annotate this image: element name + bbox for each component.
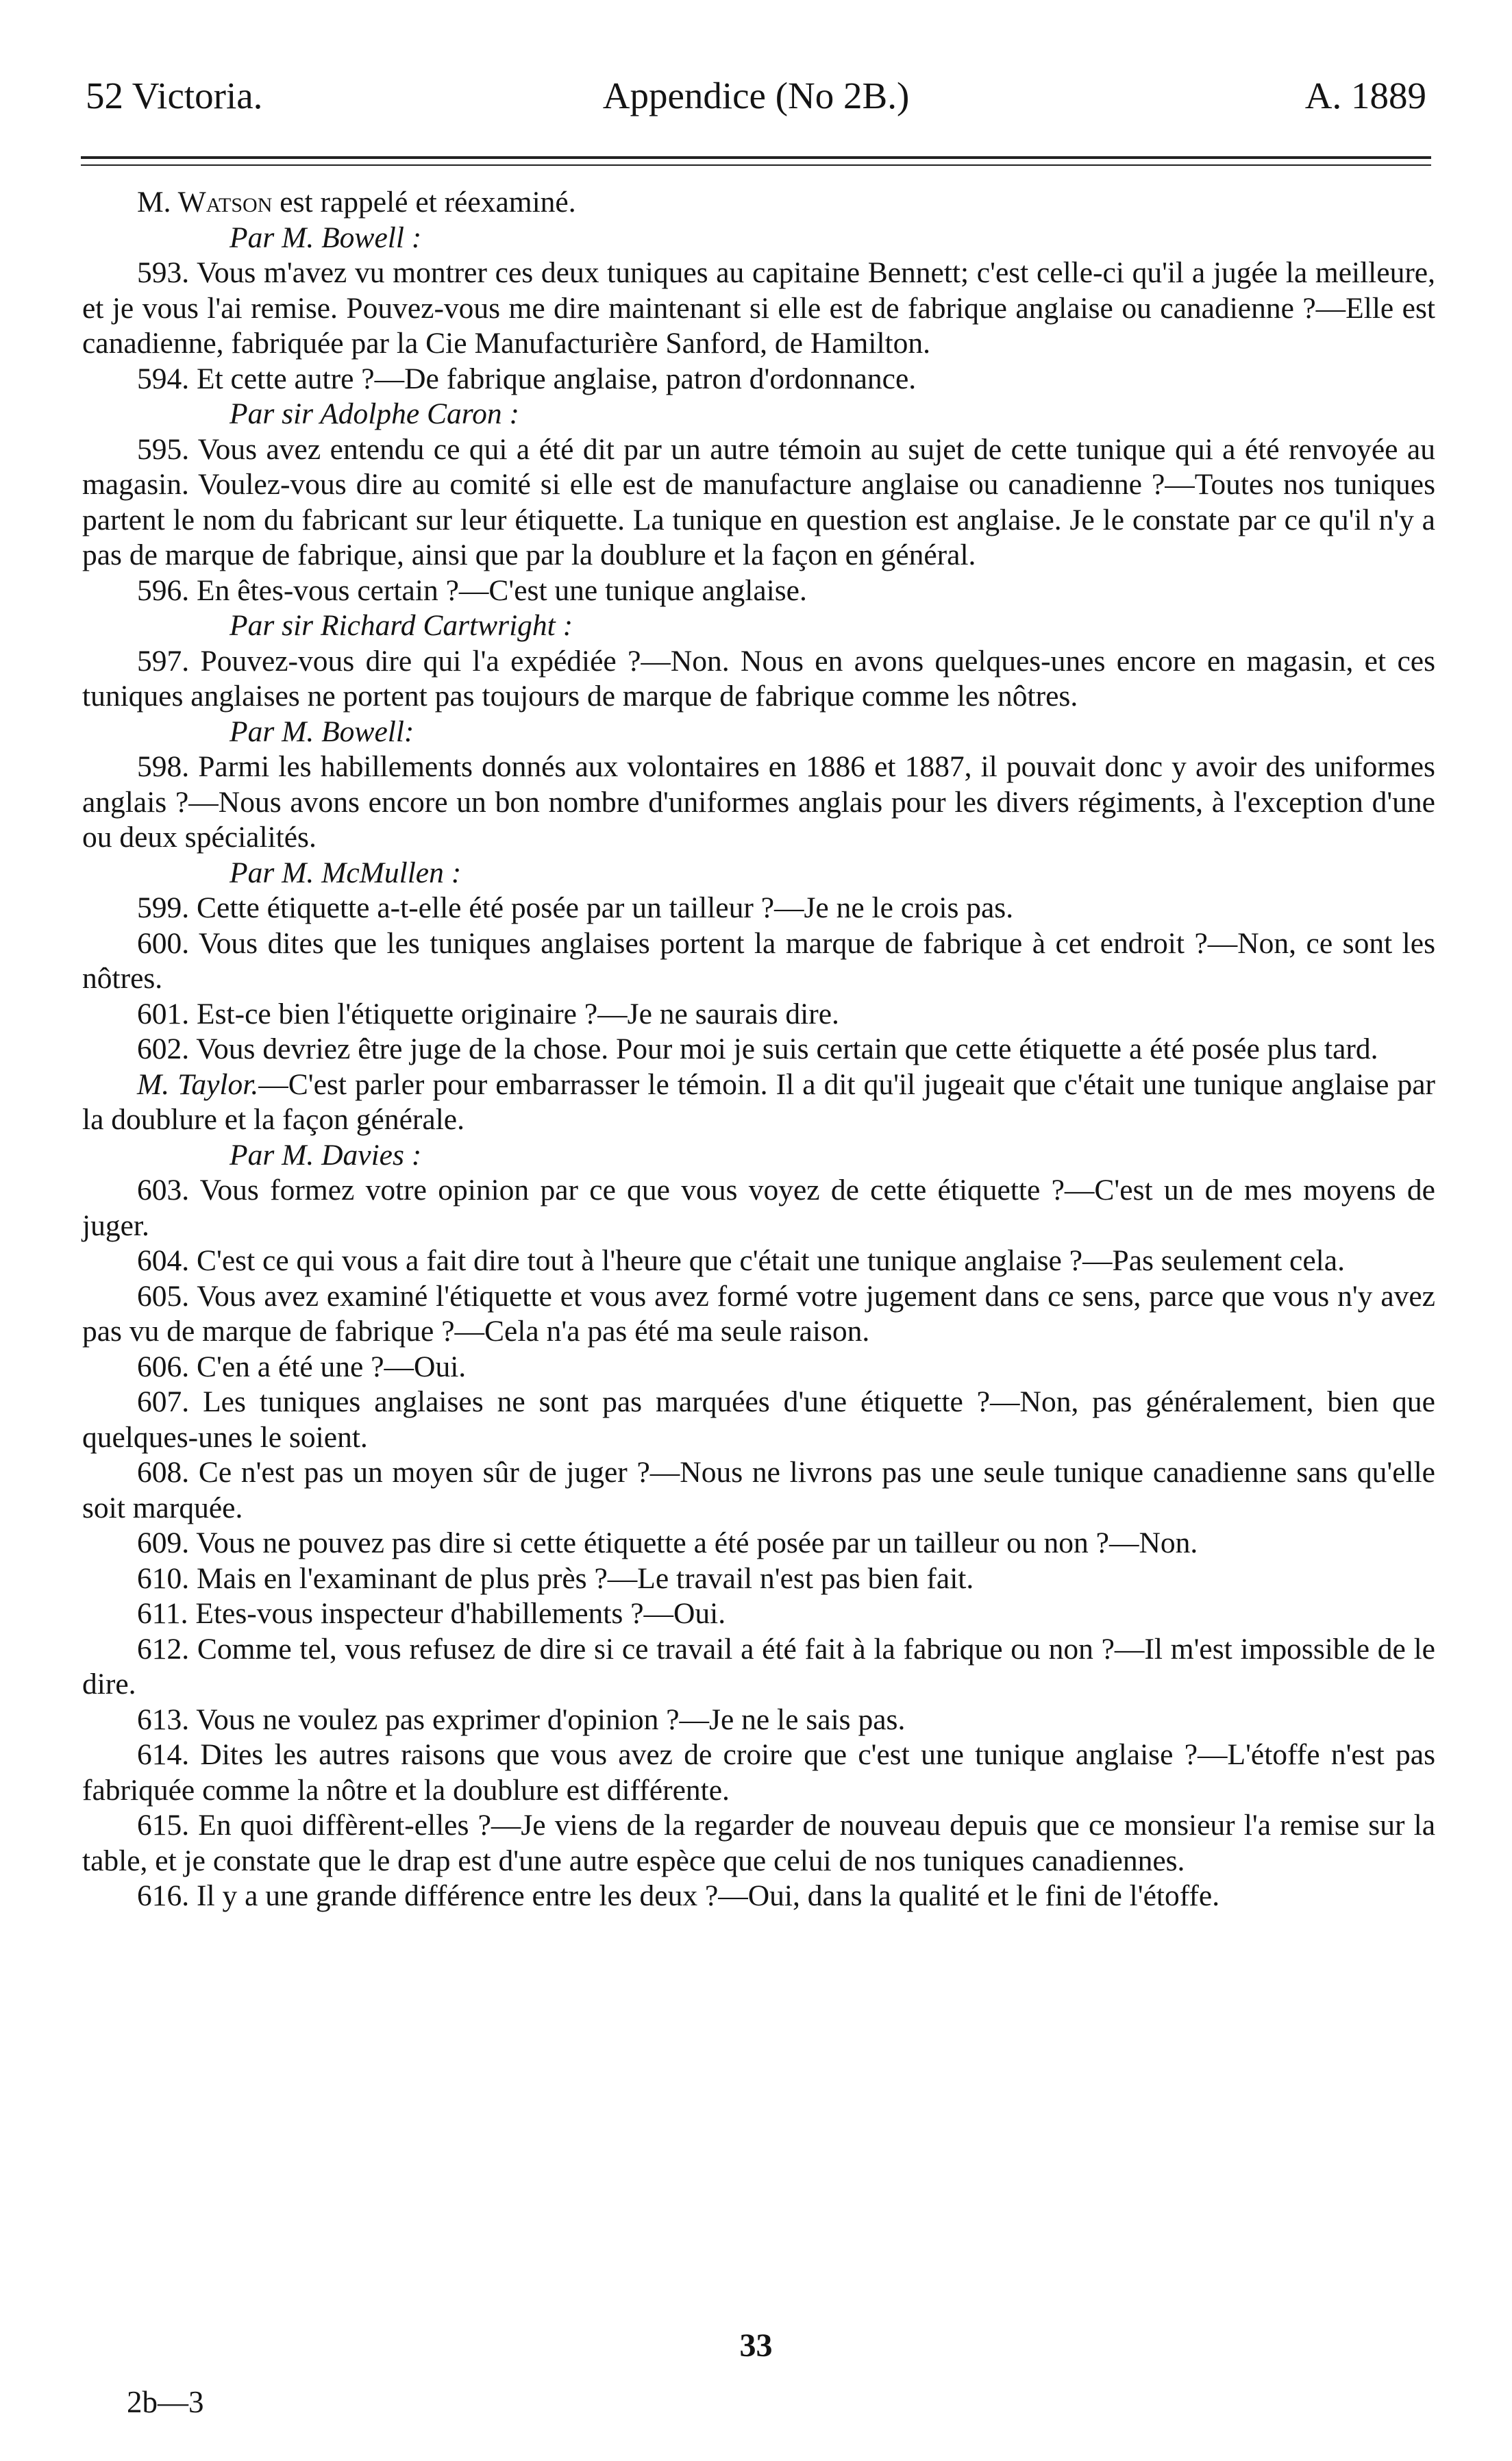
question-613: 613. Vous ne voulez pas exprimer d'opinion ?—Je ne le sais pas.	[137, 1703, 906, 1736]
question-606: 606. C'en a été une ?—Oui.	[137, 1350, 467, 1383]
header-rule-thin	[81, 164, 1431, 166]
question-600: 600. Vous dites que les tuniques anglaises portent la marque de fabrique à cet endroit ?—Non, ce sont les nôtres.	[82, 926, 1435, 995]
question-611: 611. Etes-vous inspecteur d'habillements ?—Oui.	[137, 1597, 726, 1630]
witness-name: M. Watson	[137, 186, 273, 219]
speaker-heading: Par M. McMullen :	[230, 856, 462, 889]
question-612: 612. Comme tel, vous refusez de dire si ce travail a été fait à la fabrique ou non ?—Il m'est impossible de le dire.	[82, 1632, 1435, 1701]
question-614: 614. Dites les autres raisons que vous avez de croire que c'est une tunique anglaise ?—L'étoffe n'est pas fabriquée comme la nôtre et la doublure est différente.	[82, 1738, 1435, 1807]
question-607: 607. Les tuniques anglaises ne sont pas marquées d'une étiquette ?—Non, pas généralement, bien que quelques-unes le soient.	[82, 1385, 1435, 1454]
question-601: 601. Est-ce bien l'étiquette originaire ?—Je ne saurais dire.	[137, 997, 839, 1030]
interjection-taylor	[82, 1067, 1435, 1138]
question-593: 593. Vous m'avez vu montrer ces deux tuniques au capitaine Bennett; c'est celle-ci qu'il a jugée la meilleure, et je vous l'ai remise. Pouvez-vous me dire maintenant si elle est de fabrique anglaise ou canadienne ?—Elle est canadienne, fabriquée par la Cie Manufacturière Sanford, de Hamilton.	[82, 256, 1435, 360]
interjector-name: M. Taylor.	[137, 1067, 259, 1101]
question-594: 594. Et cette autre ?—De fabrique anglaise, patron d'ordonnance.	[137, 362, 917, 395]
question-609: 609. Vous ne pouvez pas dire si cette étiquette a été posée par un tailleur ou non ?—Non.	[137, 1526, 1198, 1559]
question-602: 602. Vous devriez être juge de la chose. Pour moi je suis certain que cette étiquette a été posée plus tard.	[137, 1032, 1378, 1065]
interjection-text: —C'est parler pour embarrasser le témoin. Il a dit qu'il jugeait que c'était une tunique anglaise par la doublure et la façon générale.	[82, 1067, 1436, 1136]
question-596: 596. En êtes-vous certain ?—C'est une tunique anglaise.	[137, 573, 807, 607]
header-left: 52 Victoria.	[86, 75, 263, 116]
question-605: 605. Vous avez examiné l'étiquette et vous avez formé votre jugement dans ce sens, parce que vous n'y avez pas vu de marque de fabrique ?—Cela n'a pas été ma seule raison.	[82, 1279, 1435, 1348]
question-598: 598. Parmi les habillements donnés aux volontaires en 1886 et 1887, il pouvait donc y avoir des uniformes anglais ?—Nous avons encore un bon nombre d'uniformes anglais pour les divers régiments, à l'exception d'une ou deux spécialités.	[82, 750, 1435, 854]
question-595: 595. Vous avez entendu ce qui a été dit par un autre témoin au sujet de cette tunique qui a été renvoyée au magasin. Voulez-vous dire au comité si elle est de manufacture anglaise ou canadienne ?—Toutes nos tuniques partent le nom du fabricant sur leur étiquette. La tunique en question est anglaise. Je le constate par ce qu'il n'y a pas de marque de fabrique, ainsi que par la doublure et la façon en général.	[82, 432, 1435, 571]
intro-text: est rappelé et réexaminé.	[272, 186, 576, 219]
speaker-heading: Par sir Adolphe Caron :	[230, 397, 519, 430]
question-608: 608. Ce n'est pas un moyen sûr de juger ?—Nous ne livrons pas une seule tunique canadienne sans qu'elle soit marquée.	[82, 1456, 1435, 1524]
header-center: Appendice (No 2B.)	[602, 75, 910, 116]
question-604: 604. C'est ce qui vous a fait dire tout à l'heure que c'était une tunique anglaise ?—Pas seulement cela.	[137, 1244, 1345, 1277]
question-615: 615. En quoi diffèrent-elles ?—Je viens de la regarder de nouveau depuis que ce monsieur l'a remise sur la table, et je constate que le drap est d'une autre espèce que celui de nos tuniques canadiennes.	[82, 1809, 1435, 1877]
question-603: 603. Vous formez votre opinion par ce que vous voyez de cette étiquette ?—C'est un de mes moyens de juger.	[82, 1174, 1435, 1242]
speaker-heading: Par M. Bowell :	[230, 221, 422, 254]
intro-line	[82, 185, 1435, 221]
header-rule-thick	[81, 156, 1431, 159]
question-599: 599. Cette étiquette a-t-elle été posée par un tailleur ?—Je ne le crois pas.	[137, 891, 1014, 924]
speaker-heading: Par M. Davies :	[230, 1138, 422, 1172]
running-header	[86, 69, 1426, 123]
speaker-heading: Par M. Bowell:	[230, 715, 414, 748]
question-597: 597. Pouvez-vous dire qui l'a expédiée ?—Non. Nous en avons quelques-unes encore en magasin, et ces tuniques anglaises ne portent pas toujours de marque de fabrique comme les nôtres.	[82, 644, 1435, 713]
page-number: 33	[739, 2327, 773, 2364]
signature-mark: 2b—3	[127, 2385, 204, 2419]
header-right: A. 1889	[1304, 75, 1426, 116]
question-610: 610. Mais en l'examinant de plus près ?—Le travail n'est pas bien fait.	[137, 1561, 974, 1595]
testimony-body	[82, 185, 1435, 1914]
speaker-heading: Par sir Richard Cartwright :	[230, 609, 573, 642]
question-616: 616. Il y a une grande différence entre les deux ?—Oui, dans la qualité et le fini de l'étoffe.	[137, 1879, 1220, 1912]
